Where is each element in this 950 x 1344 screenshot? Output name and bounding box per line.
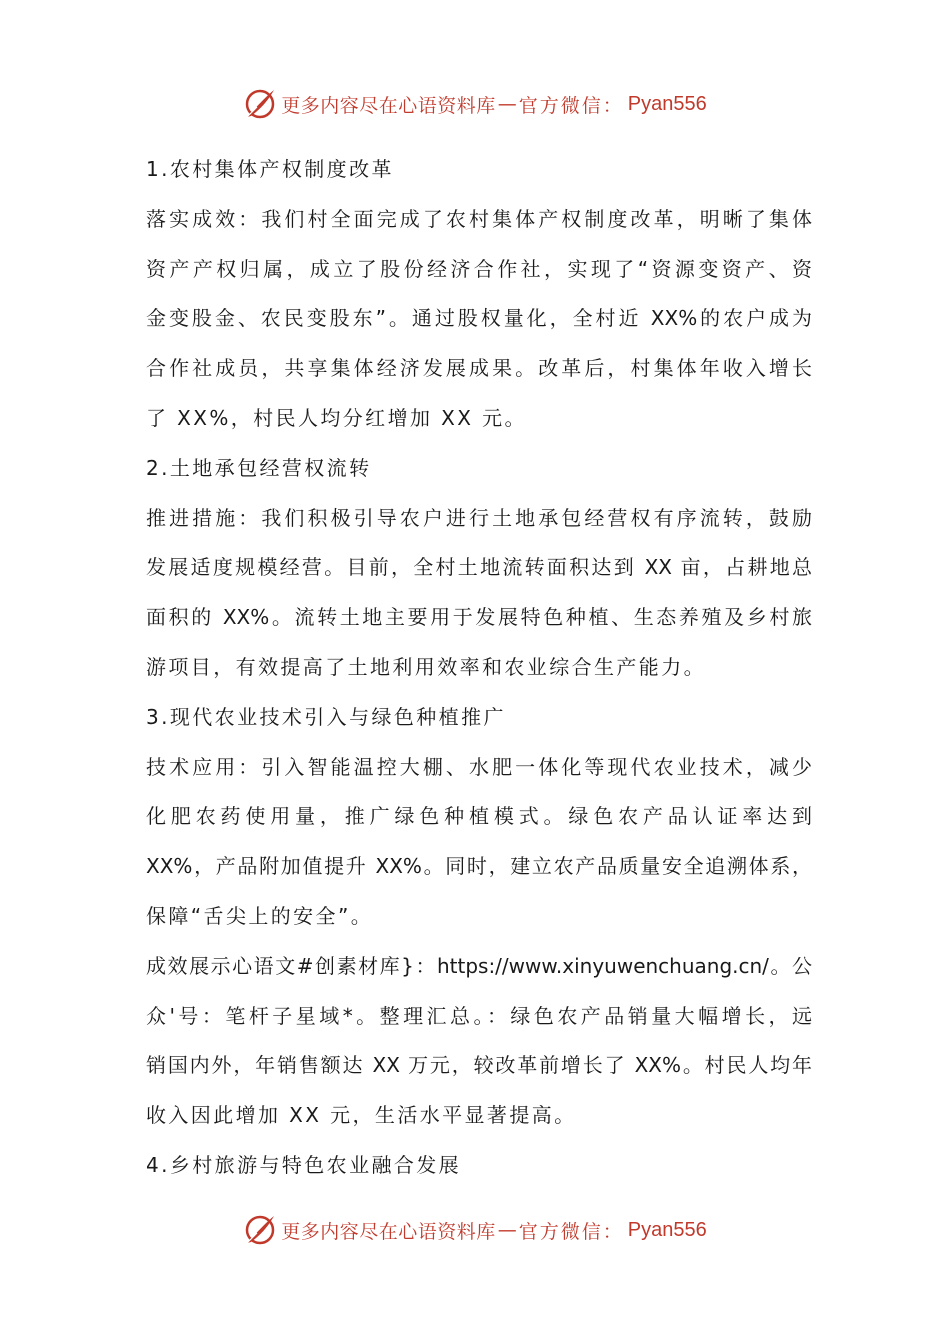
paragraph-line: 技术应用：引入智能温控大棚、水肥一体化等现代农业技术，减少	[146, 754, 812, 779]
section-heading: 3.现代农业技术引入与绿色种植推广	[146, 704, 506, 729]
banner-label: 官方微信：	[518, 94, 624, 117]
header-banner	[0, 84, 950, 124]
document-body	[146, 145, 812, 1191]
footer-banner	[0, 1210, 950, 1250]
section-heading: 2.土地承包经营权流转	[146, 455, 372, 480]
paragraph-line: 收入因此增加 XX 元，生活水平显著提高。	[146, 1103, 577, 1128]
paragraph-line: 保障“舌尖上的安全”。	[146, 903, 374, 928]
paragraph-line: 销国内外，年销售额达 XX 万元，较改革前增长了 XX%。村民人均年	[146, 1053, 812, 1078]
paragraph-line: 面积的 XX%。流转土地主要用于发展特色种植、生态养殖及乡村旅	[146, 605, 812, 630]
paragraph-line: XX%，产品附加值提升 XX%。同时，建立农产品质量安全追溯体系，	[146, 854, 812, 879]
quill-pen-logo-icon	[243, 1213, 277, 1247]
paragraph-line: 化肥农药使用量，推广绿色种植模式。绿色农产品认证率达到	[146, 804, 812, 829]
banner-wechat-id: Pyan556	[627, 92, 707, 115]
paragraph-line: 发展适度规模经营。目前，全村土地流转面积达到 XX 亩，占耕地总	[146, 555, 812, 580]
paragraph-line: 了 XX%，村民人均分红增加 XX 元。	[146, 405, 527, 430]
banner-separator: —	[497, 93, 517, 115]
banner-separator: —	[497, 1219, 517, 1241]
paragraph-line: 资产产权归属，成立了股份经济合作社，实现了“资源变资产、资	[146, 256, 812, 281]
paragraph-line: 游项目，有效提高了土地利用效率和农业综合生产能力。	[146, 654, 706, 679]
paragraph-line: 推进措施：我们积极引导农户进行土地承包经营权有序流转，鼓励	[146, 505, 812, 530]
quill-pen-logo-icon	[243, 87, 277, 121]
paragraph-line: 合作社成员，共享集体经济发展成果。改革后，村集体年收入增长	[146, 356, 812, 381]
section-heading: 1.农村集体产权制度改革	[146, 157, 394, 181]
section-heading: 4.乡村旅游与特色农业融合发展	[146, 1152, 462, 1177]
paragraph-line: 落实成效：我们村全面完成了农村集体产权制度改革，明晰了集体	[146, 206, 812, 231]
paragraph-line: 金变股金、农民变股东”。通过股权量化，全村近 XX%的农户成为	[146, 306, 812, 331]
banner-text: 更多内容尽在心语资料库	[281, 94, 496, 117]
banner-label: 官方微信：	[518, 1220, 624, 1243]
banner-wechat-id: Pyan556	[627, 1218, 707, 1241]
paragraph-line: 众'号：笔杆子星域*。整理汇总。：绿色农产品销量大幅增长，远	[146, 1003, 812, 1028]
paragraph-line: 成效展示心语文#创素材库}：https://www.xinyuwenchuang.cn/。公	[146, 953, 812, 978]
banner-text: 更多内容尽在心语资料库	[281, 1220, 496, 1243]
